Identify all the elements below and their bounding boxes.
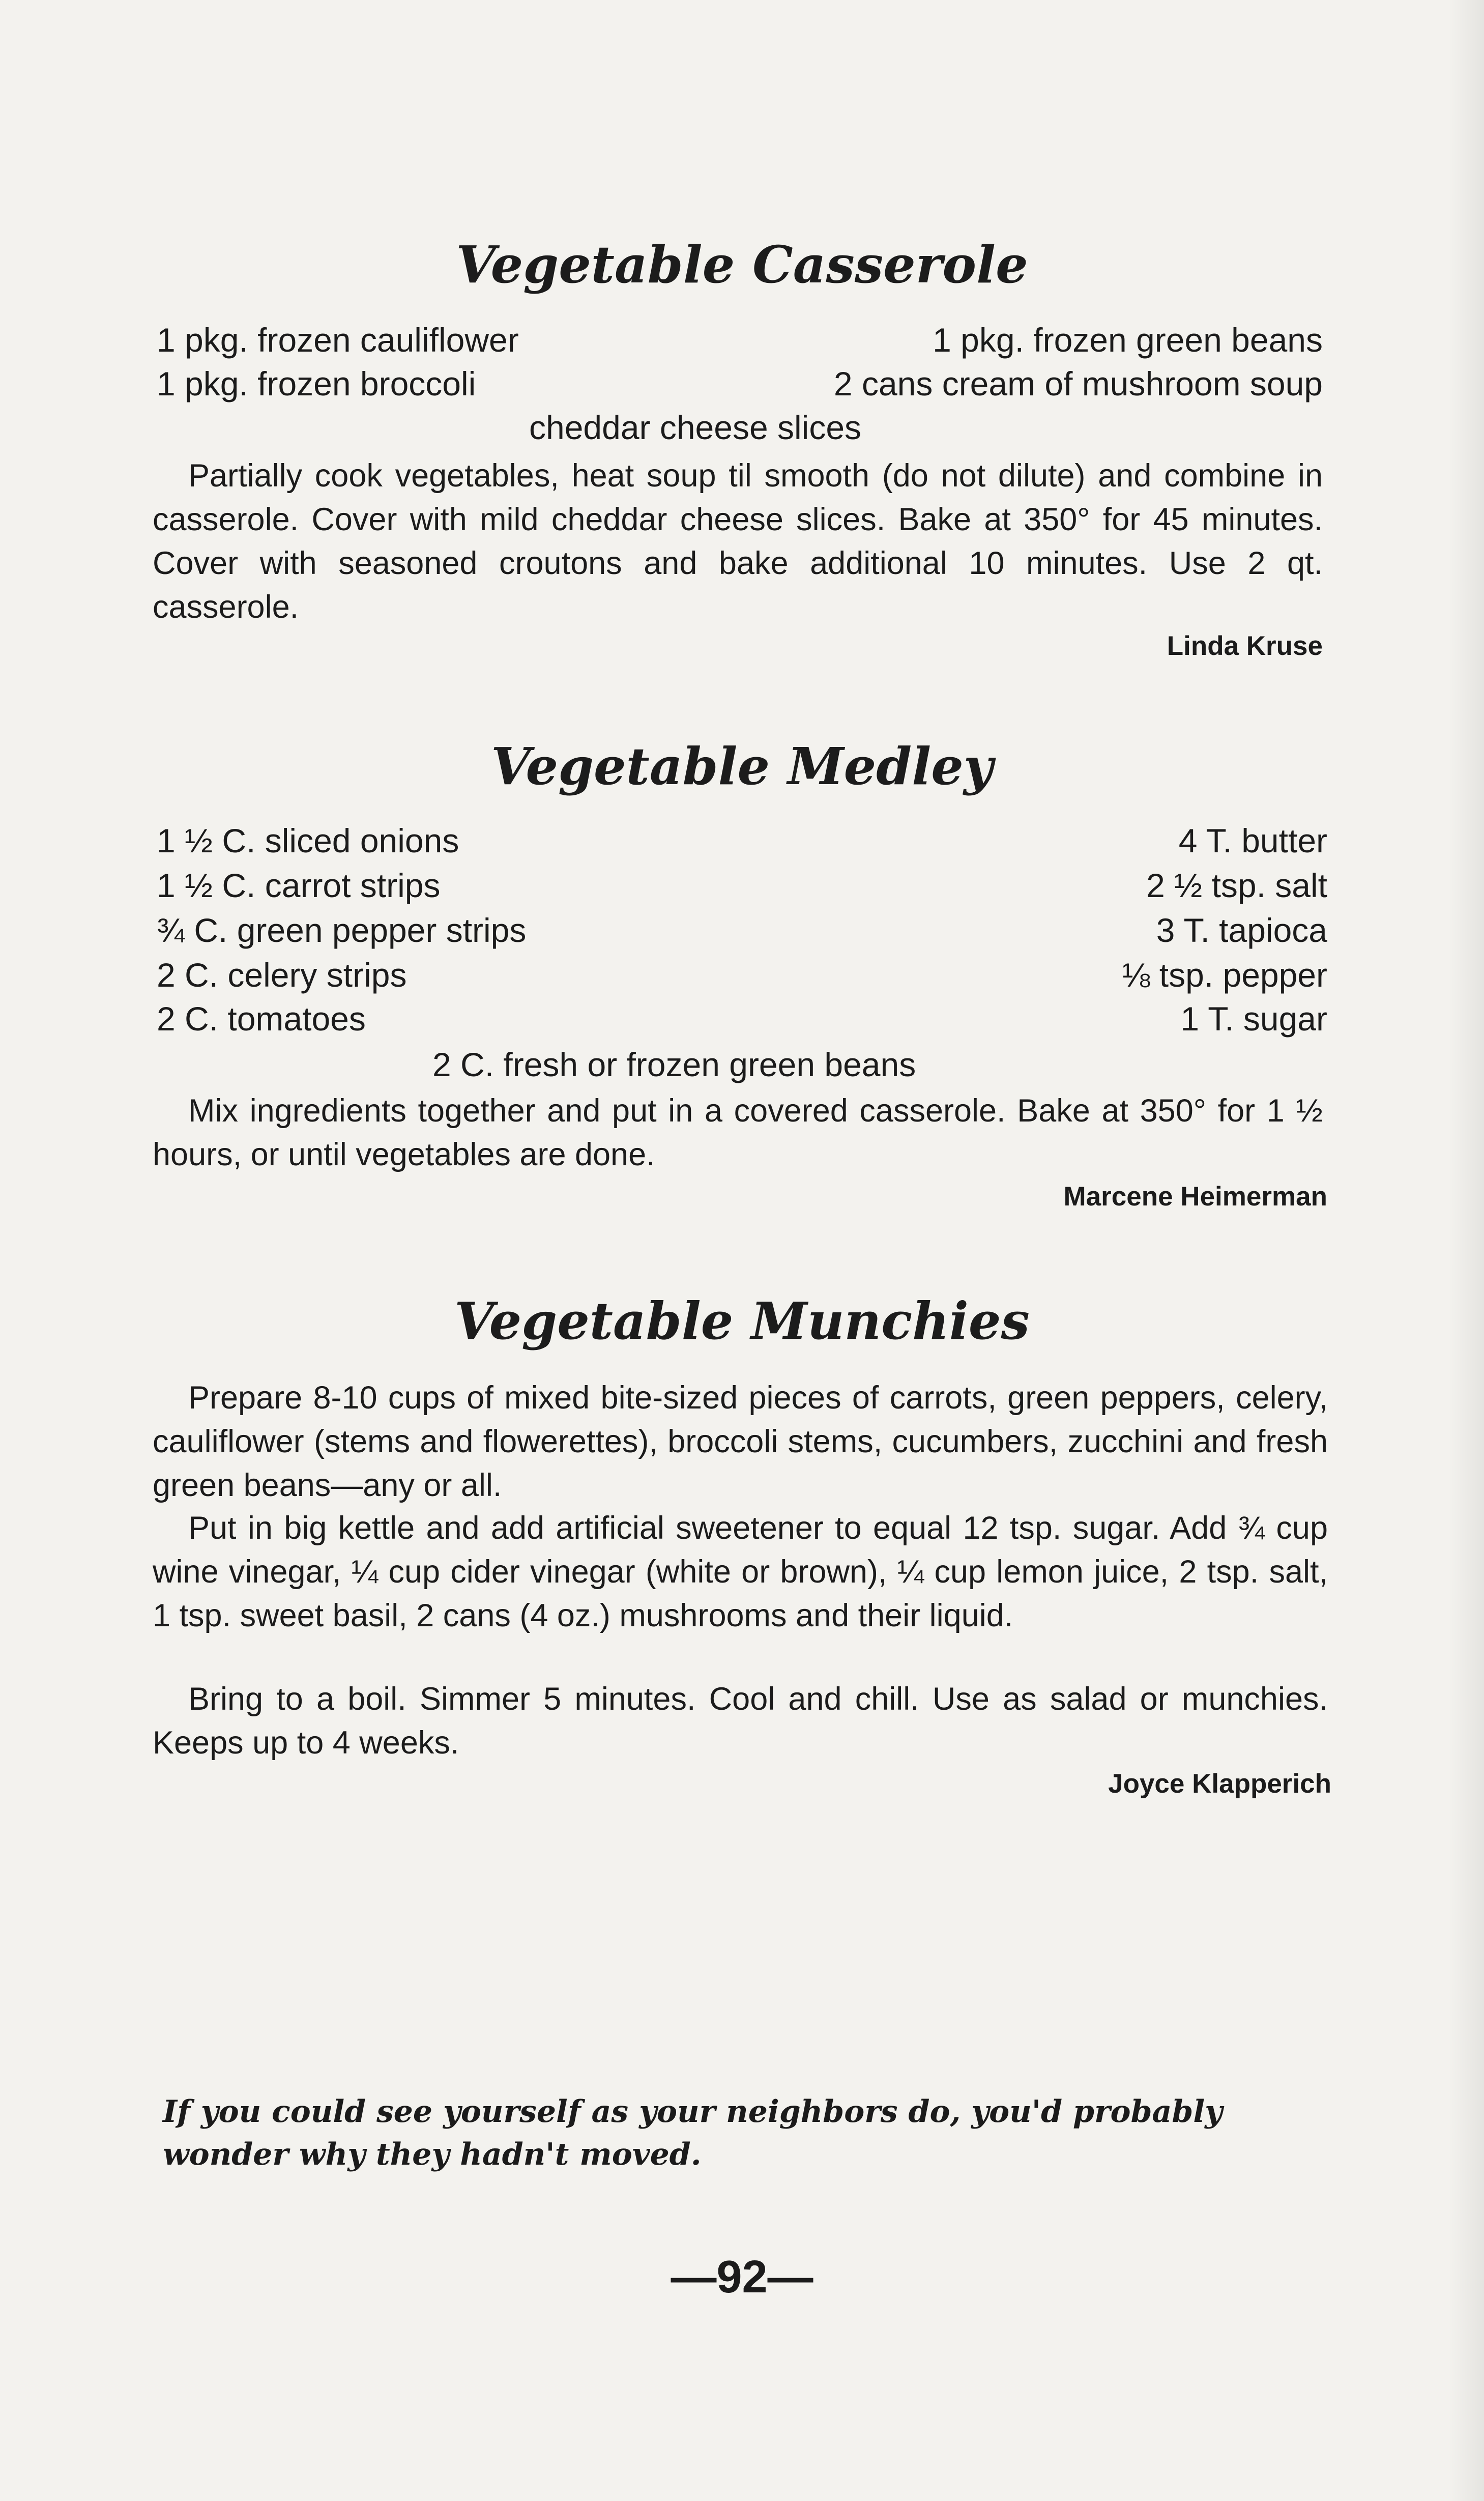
medley-ingredient-tomatoes: 2 C. tomatoes [157,1000,366,1038]
casserole-instructions: Partially cook vegetables, heat soup til smooth (do not dilute) and combine in casserole. Cover with mild cheddar cheese slices. Bake at 350° for 45 minutes. Cover with seasoned croutons and bake additional 10 minutes. Use 2 qt. casserole. [153,458,1323,625]
recipe-title-vegetable-medley: Vegetable Medley [491,736,993,796]
recipe-title-vegetable-munchies: Vegetable Munchies [454,1291,1030,1351]
munchies-paragraph-3: Bring to a boil. Simmer 5 minutes. Cool and chill. Use as salad or munchies. Keeps up to 4 weeks. [153,1681,1328,1761]
medley-instructions: Mix ingredients together and put in a covered casserole. Bake at 350° for 1 ½ hours, or until vegetables are done. [153,1093,1323,1172]
medley-ingredient-green-beans: 2 C. fresh or frozen green beans [432,1046,916,1083]
medley-ingredient-tapioca: 3 T. tapioca [1156,911,1327,949]
casserole-ingredient-green-beans: 1 pkg. frozen green beans [933,321,1323,359]
munchies-author: Joyce Klapperich [1108,1769,1331,1799]
recipe-title-vegetable-casserole: Vegetable Casserole [456,235,1028,295]
casserole-author: Linda Kruse [1167,631,1323,661]
medley-ingredient-butter: 4 T. butter [1178,822,1327,859]
medley-ingredient-celery: 2 C. celery strips [157,956,407,994]
munchies-paragraph-2: Put in big kettle and add artificial sweetener to equal 12 tsp. sugar. Add ¾ cup wine vinegar, ¼ cup cider vinegar (white or brown), ¼ cup lemon juice, 2 tsp. salt, 1 tsp. sweet basil, 2 cans (4 oz.) mushrooms and their liquid. [153,1510,1328,1633]
medley-ingredient-sugar: 1 T. sugar [1180,1000,1327,1038]
casserole-ingredient-cheddar: cheddar cheese slices [529,409,862,446]
medley-ingredient-green-pepper: ¾ C. green pepper strips [157,911,527,949]
page-spine-shadow [1448,0,1484,2501]
medley-author: Marcene Heimerman [1063,1182,1327,1212]
medley-ingredient-salt: 2 ½ tsp. salt [1146,867,1327,904]
medley-ingredient-carrots: 1 ½ C. carrot strips [157,867,441,904]
casserole-ingredient-broccoli: 1 pkg. frozen broccoli [157,365,476,403]
medley-ingredient-pepper: ⅛ tsp. pepper [1122,956,1327,994]
munchies-paragraph-1: Prepare 8-10 cups of mixed bite-sized pieces of carrots, green peppers, celery, cauliflower (stems and flowerettes), broccoli stems, cucumbers, zucchini and fresh green beans—any or all. [153,1380,1328,1503]
filler-quote: If you could see yourself as your neighbors do, you'd probably wonder why they hadn't moved. [163,2094,1223,2172]
casserole-ingredient-cauliflower: 1 pkg. frozen cauliflower [157,321,519,359]
page-number: —92— [671,2252,813,2303]
medley-ingredient-onions: 1 ½ C. sliced onions [157,822,459,859]
casserole-ingredient-mushroom-soup: 2 cans cream of mushroom soup [833,365,1323,403]
